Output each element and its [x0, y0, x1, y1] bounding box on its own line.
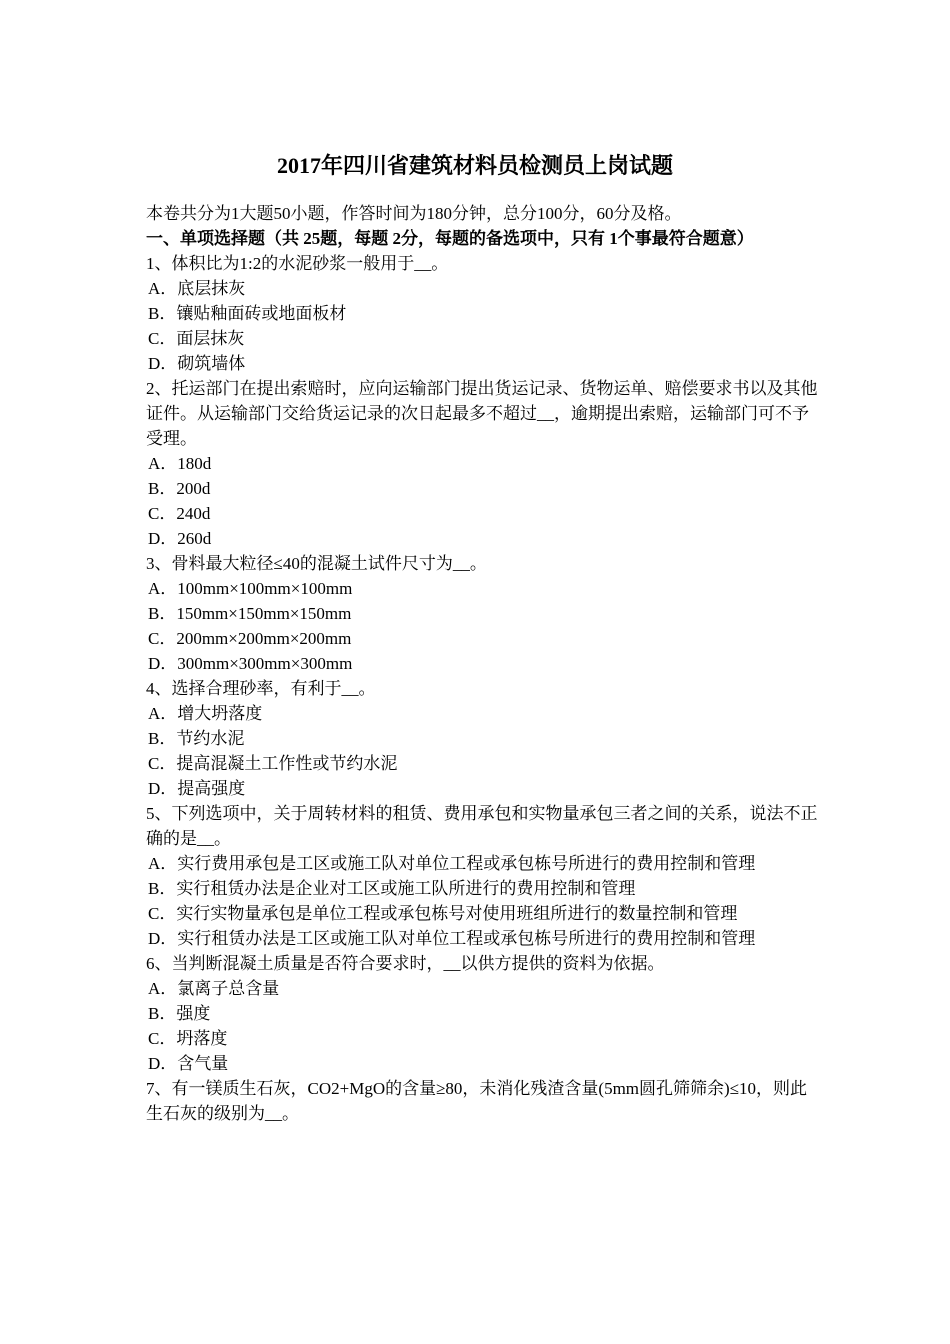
section-heading: 一、单项选择题（共 25题，每题 2分，每题的备选项中，只有 1个事最符合题意） [146, 229, 754, 248]
question-stem: 4、选择合理砂率，有利于__。 [146, 679, 376, 698]
option-c: C．实行实物量承包是单位工程或承包栋号对使用班组所进行的数量控制和管理 [148, 904, 738, 923]
option-d: D．实行租赁办法是工区或施工队对单位工程或承包栋号所进行的费用控制和管理 [148, 929, 756, 948]
option-b: B．150mm×150mm×150mm [148, 604, 352, 623]
option-b: B．200d [148, 479, 211, 498]
question-stem: 6、当判断混凝土质量是否符合要求时，__以供方提供的资料为依据。 [146, 954, 665, 973]
question-2 [146, 376, 818, 551]
question-4 [146, 676, 818, 801]
exam-intro: 本卷共分为1大题50小题，作答时间为180分钟，总分100分，60分及格。 [146, 204, 682, 223]
question-list [146, 251, 818, 1126]
question-stem: 3、骨料最大粒径≤40的混凝土试件尺寸为__。 [146, 554, 487, 573]
option-a: A．氯离子总含量 [148, 979, 280, 998]
option-d: D．260d [148, 529, 212, 548]
question-5 [146, 801, 818, 951]
question-stem: 2、托运部门在提出索赔时，应向运输部门提出货运记录、货物运单、赔偿要求书以及其他证件。从运输部门交给货运记录的次日起最多不超过__，逾期提出索赔，运输部门可不予受理。 [146, 379, 818, 448]
option-c: C．200mm×200mm×200mm [148, 629, 352, 648]
question-stem: 1、体积比为1:2的水泥砂浆一般用于__。 [146, 254, 449, 273]
question-7 [146, 1076, 818, 1126]
option-d: D．提高强度 [148, 779, 246, 798]
option-d: D．300mm×300mm×300mm [148, 654, 353, 673]
option-b: B．镶贴釉面砖或地面板材 [148, 304, 347, 323]
question-1 [146, 251, 818, 376]
option-b: B．节约水泥 [148, 729, 245, 748]
option-a: A．180d [148, 454, 212, 473]
option-c: C．坍落度 [148, 1029, 228, 1048]
option-c: C．面层抹灰 [148, 329, 245, 348]
document-body [146, 201, 818, 1126]
option-a: A．增大坍落度 [148, 704, 263, 723]
question-3 [146, 551, 818, 676]
question-6 [146, 951, 818, 1076]
option-a: A．实行费用承包是工区或施工队对单位工程或承包栋号所进行的费用控制和管理 [148, 854, 756, 873]
option-a: A．底层抹灰 [148, 279, 246, 298]
option-c: C．240d [148, 504, 211, 523]
option-b: B．强度 [148, 1004, 211, 1023]
question-stem: 5、下列选项中，关于周转材料的租赁、费用承包和实物量承包三者之间的关系，说法不正确的是__。 [146, 804, 818, 848]
option-d: D．含气量 [148, 1054, 229, 1073]
question-stem: 7、有一镁质生石灰，CO2+MgO的含量≥80，未消化残渣含量(5mm圆孔筛筛余)≤10，则此生石灰的级别为__。 [146, 1079, 808, 1123]
option-d: D．砌筑墙体 [148, 354, 246, 373]
option-c: C．提高混凝土工作性或节约水泥 [148, 754, 398, 773]
document-title: 2017年四川省建筑材料员检测员上岗试题 [276, 153, 673, 178]
option-a: A．100mm×100mm×100mm [148, 579, 353, 598]
option-b: B．实行租赁办法是企业对工区或施工队所进行的费用控制和管理 [148, 879, 636, 898]
